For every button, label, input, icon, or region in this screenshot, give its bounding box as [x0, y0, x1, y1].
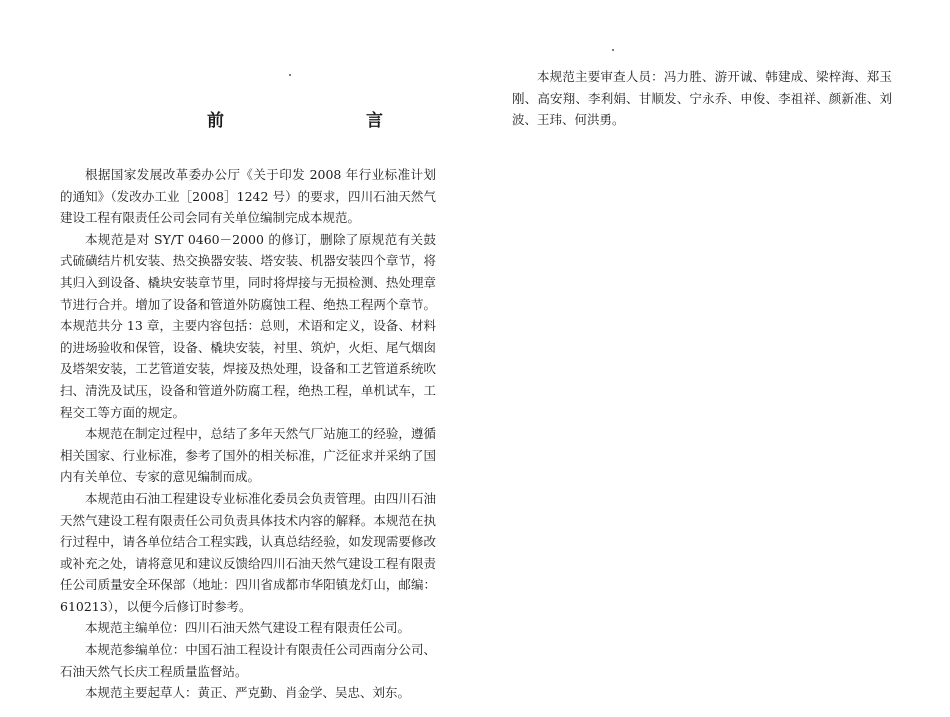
paragraph-experience: 本规范在制定过程中，总结了多年天然气厂站施工的经验，遵循相关国家、行业标准，参考了国外的相关标准，广泛征求并采纳了国内有关单位、专家的意见编制而成。 — [60, 426, 436, 485]
page-title: 前 言 — [207, 111, 419, 131]
paragraph-reviewers: 本规范主要审查人员：冯力胜、游开诚、韩建成、梁梓海、郑玉刚、高安翔、李利娟、甘顺发、宁永乔、申俊、李祖祥、颜新准、刘波、王玮、何洪勇。 — [512, 69, 892, 127]
scan-speck — [612, 49, 614, 51]
foreword-body — [60, 164, 436, 704]
paragraph-management: 本规范由石油工程建设专业标准化委员会负责管理。由四川石油天然气建设工程有限责任公司负责具体技术内容的解释。本规范在执行过程中，请各单位结合工程实践，认真总结经验，如发现需要修改或补充之处，请将意见和建议反馈给四川石油天然气建设工程有限责任公司质量安全环保部（地址：四川省成都市华阳镇龙灯山，邮编：610213），以便今后修订时参考。 — [60, 490, 436, 614]
paragraph-participating-units: 本规范参编单位：中国石油工程设计有限责任公司西南分公司、石油天然气长庆工程质量监督站。 — [60, 642, 436, 679]
paragraph-basis: 根据国家发展改革委办公厅《关于印发 2008 年行业标准计划的通知》（发改办工业［2008］1242 号）的要求，四川石油天然气建设工程有限责任公司会同有关单位编制完成本规范。 — [60, 167, 436, 226]
right-page — [480, 0, 950, 717]
paragraph-revision: 本规范是对 SY/T 0460－2000 的修订，删除了原规范有关鼓式硫磺结片机安装、热交换器安装、塔安装、机器安装四个章节，将其归入到设备、橇块安装章节里，同时将焊接与无损检测、热处理章节进行合并。增加了设备和管道外防腐蚀工程、绝热工程两个章节。本规范共分 13 章，主要内容包括：总则，术语和定义，设备、材料的进场验收和保管，设备、橇块安装，衬里、筑炉，火炬、尾气烟囱及塔架安装，工艺管道安装，焊接及热处理，设备和工艺管道系统吹扫、清洗及试压，设备和管道外防腐工程，绝热工程，单机试车，工程交工等方面的规定。 — [60, 231, 436, 420]
paragraph-chief-editor: 本规范主编单位：四川石油天然气建设工程有限责任公司。 — [85, 620, 411, 636]
scan-speck — [289, 74, 291, 76]
paragraph-drafters: 本规范主要起草人：黄正、严克勤、肖金学、吴忠、刘东。 — [85, 685, 411, 701]
reviewers-body — [512, 66, 892, 131]
